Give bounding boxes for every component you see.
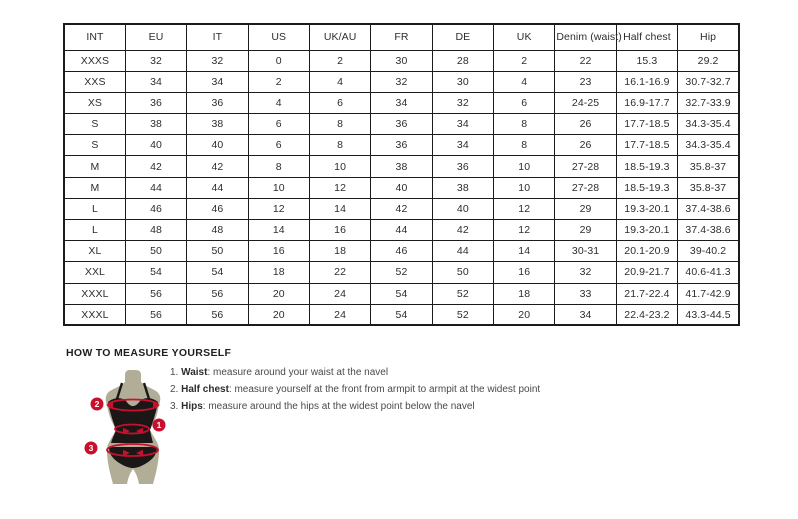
table-row [64, 92, 739, 113]
table-cell: 52 [432, 304, 493, 325]
table-cell: 35.8-37 [678, 177, 739, 198]
table-cell: L [64, 220, 125, 241]
table-cell: 54 [371, 283, 432, 304]
table-cell: 22.4-23.2 [616, 304, 677, 325]
table-cell: 12 [494, 220, 555, 241]
table-cell: 34 [432, 135, 493, 156]
table-cell: 36 [187, 92, 248, 113]
table-cell: 56 [187, 283, 248, 304]
table-cell: 20 [248, 304, 309, 325]
table-cell: 38 [125, 114, 186, 135]
table-cell: 14 [494, 241, 555, 262]
table-cell: 20.1-20.9 [616, 241, 677, 262]
table-cell: 36 [371, 114, 432, 135]
table-cell: 46 [371, 241, 432, 262]
table-cell: 6 [494, 92, 555, 113]
measure-heading: HOW TO MEASURE YOURSELF [66, 347, 232, 359]
column-header: EU [125, 24, 186, 50]
size-table-body [64, 50, 739, 325]
table-cell: 28 [432, 50, 493, 71]
step-text: : measure around the hips at the widest point below the navel [202, 401, 475, 412]
table-cell: 8 [309, 114, 370, 135]
table-cell: 18 [494, 283, 555, 304]
table-cell: 40 [125, 135, 186, 156]
measure-step [170, 367, 540, 378]
table-cell: 32.7-33.9 [678, 92, 739, 113]
step-label: Hips [181, 401, 203, 412]
table-cell: 8 [248, 156, 309, 177]
table-cell: 10 [309, 156, 370, 177]
table-cell: 4 [248, 92, 309, 113]
table-cell: 30.7-32.7 [678, 71, 739, 92]
table-cell: 56 [187, 304, 248, 325]
table-cell: 32 [187, 50, 248, 71]
table-cell: 12 [309, 177, 370, 198]
table-cell: 24 [309, 304, 370, 325]
table-cell: 24-25 [555, 92, 616, 113]
step-label: Waist [181, 367, 208, 378]
waist-badge [153, 419, 166, 432]
column-header: Denim (waist) [555, 24, 616, 50]
table-cell: 40 [432, 198, 493, 219]
table-cell: 54 [371, 304, 432, 325]
table-row [64, 241, 739, 262]
table-cell: 16 [494, 262, 555, 283]
table-cell: 34 [432, 114, 493, 135]
table-cell: 21.7-22.4 [616, 283, 677, 304]
table-cell: 6 [248, 114, 309, 135]
table-row [64, 262, 739, 283]
table-cell: 20 [248, 283, 309, 304]
table-cell: 38 [432, 177, 493, 198]
column-header: UK [494, 24, 555, 50]
table-cell: 29 [555, 198, 616, 219]
table-cell: 22 [555, 50, 616, 71]
table-cell: 16.1-16.9 [616, 71, 677, 92]
table-cell: 40.6-41.3 [678, 262, 739, 283]
table-cell: 56 [125, 283, 186, 304]
table-cell: 42 [432, 220, 493, 241]
table-cell: 34 [371, 92, 432, 113]
table-cell: 17.7-18.5 [616, 114, 677, 135]
table-cell: 32 [555, 262, 616, 283]
table-cell: 10 [494, 156, 555, 177]
step-text: : measure around your waist at the navel [207, 367, 389, 378]
table-cell: 8 [494, 135, 555, 156]
table-cell: 17.7-18.5 [616, 135, 677, 156]
table-cell: 50 [125, 241, 186, 262]
table-cell: 52 [432, 283, 493, 304]
table-cell: 37.4-38.6 [678, 220, 739, 241]
column-header: Hip [678, 24, 739, 50]
chest-badge [91, 398, 104, 411]
table-cell: 19.3-20.1 [616, 198, 677, 219]
table-cell: 44 [187, 177, 248, 198]
table-cell: 16 [309, 220, 370, 241]
table-row [64, 177, 739, 198]
table-cell: 2 [309, 50, 370, 71]
table-cell: 44 [371, 220, 432, 241]
table-row [64, 135, 739, 156]
table-cell: 4 [309, 71, 370, 92]
table-cell: 34 [187, 71, 248, 92]
table-cell: 40 [187, 135, 248, 156]
table-cell: 32 [432, 92, 493, 113]
table-cell: 30 [371, 50, 432, 71]
step-label: Half chest [181, 384, 229, 395]
table-cell: 36 [371, 135, 432, 156]
table-cell: 12 [248, 198, 309, 219]
table-cell: 39-40.2 [678, 241, 739, 262]
size-table-head [64, 24, 739, 50]
table-cell: 19.3-20.1 [616, 220, 677, 241]
table-cell: 34 [125, 71, 186, 92]
hips-badge-number: 3 [88, 443, 94, 453]
table-cell: 26 [555, 114, 616, 135]
column-header: INT [64, 24, 125, 50]
table-cell: 16.9-17.7 [616, 92, 677, 113]
column-header: UK/AU [309, 24, 370, 50]
table-cell: 50 [432, 262, 493, 283]
step-number: 3. [170, 401, 182, 412]
table-cell: 23 [555, 71, 616, 92]
table-cell: 10 [248, 177, 309, 198]
chest-badge-number: 2 [94, 399, 100, 409]
table-cell: S [64, 114, 125, 135]
table-cell: 20.9-21.7 [616, 262, 677, 283]
table-cell: XXXL [64, 283, 125, 304]
measure-step [170, 384, 540, 395]
table-cell: 30-31 [555, 241, 616, 262]
table-cell: 33 [555, 283, 616, 304]
table-cell: 18.5-19.3 [616, 156, 677, 177]
table-cell: 56 [125, 304, 186, 325]
column-header: Half chest [616, 24, 677, 50]
table-cell: 15.3 [616, 50, 677, 71]
table-cell: 35.8-37 [678, 156, 739, 177]
table-row [64, 156, 739, 177]
step-number: 1. [170, 367, 182, 378]
measure-steps [170, 367, 540, 418]
table-cell: XXXS [64, 50, 125, 71]
table-cell: 27-28 [555, 177, 616, 198]
table-cell: 41.7-42.9 [678, 283, 739, 304]
table-cell: 29 [555, 220, 616, 241]
table-cell: 34.3-35.4 [678, 114, 739, 135]
table-cell: 50 [187, 241, 248, 262]
table-cell: 32 [125, 50, 186, 71]
column-header: US [248, 24, 309, 50]
table-cell: S [64, 135, 125, 156]
table-cell: XXXL [64, 304, 125, 325]
table-cell: 16 [248, 241, 309, 262]
table-cell: 20 [494, 304, 555, 325]
table-cell: XXL [64, 262, 125, 283]
table-cell: 44 [432, 241, 493, 262]
table-row [64, 304, 739, 325]
column-header: IT [187, 24, 248, 50]
hips-badge [85, 442, 98, 455]
table-cell: 43.3-44.5 [678, 304, 739, 325]
table-cell: 40 [371, 177, 432, 198]
table-cell: 12 [494, 198, 555, 219]
table-cell: 36 [432, 156, 493, 177]
table-cell: 24 [309, 283, 370, 304]
table-cell: 46 [125, 198, 186, 219]
table-row [64, 198, 739, 219]
table-cell: 38 [371, 156, 432, 177]
table-cell: 42 [125, 156, 186, 177]
table-cell: M [64, 156, 125, 177]
table-cell: 48 [187, 220, 248, 241]
table-row [64, 71, 739, 92]
table-cell: 14 [248, 220, 309, 241]
table-cell: M [64, 177, 125, 198]
table-cell: 46 [187, 198, 248, 219]
table-cell: 54 [187, 262, 248, 283]
table-cell: 0 [248, 50, 309, 71]
table-cell: 34.3-35.4 [678, 135, 739, 156]
table-cell: 8 [494, 114, 555, 135]
table-cell: 14 [309, 198, 370, 219]
table-cell: 18 [248, 262, 309, 283]
table-cell: 10 [494, 177, 555, 198]
size-table [63, 23, 740, 326]
step-number: 2. [170, 384, 182, 395]
column-header: FR [371, 24, 432, 50]
measure-step [170, 401, 540, 412]
table-cell: 27-28 [555, 156, 616, 177]
table-cell: 48 [125, 220, 186, 241]
table-cell: 8 [309, 135, 370, 156]
table-cell: 34 [555, 304, 616, 325]
table-cell: L [64, 198, 125, 219]
table-row [64, 220, 739, 241]
column-header: DE [432, 24, 493, 50]
table-cell: 36 [125, 92, 186, 113]
table-cell: 6 [309, 92, 370, 113]
table-cell: 38 [187, 114, 248, 135]
table-cell: 54 [125, 262, 186, 283]
table-cell: 4 [494, 71, 555, 92]
table-cell: 37.4-38.6 [678, 198, 739, 219]
table-cell: 42 [187, 156, 248, 177]
table-cell: XS [64, 92, 125, 113]
table-cell: 22 [309, 262, 370, 283]
table-cell: 26 [555, 135, 616, 156]
table-row [64, 50, 739, 71]
table-cell: 32 [371, 71, 432, 92]
table-row [64, 114, 739, 135]
table-cell: 6 [248, 135, 309, 156]
table-cell: 2 [494, 50, 555, 71]
table-cell: 30 [432, 71, 493, 92]
table-row [64, 283, 739, 304]
table-cell: 29.2 [678, 50, 739, 71]
header-row [64, 24, 739, 50]
table-cell: 52 [371, 262, 432, 283]
table-cell: 18 [309, 241, 370, 262]
waist-badge-number: 1 [156, 420, 162, 430]
table-cell: 2 [248, 71, 309, 92]
table-cell: 18.5-19.3 [616, 177, 677, 198]
step-text: : measure yourself at the front from armpit to armpit at the widest point [228, 384, 541, 395]
table-cell: XL [64, 241, 125, 262]
table-cell: 42 [371, 198, 432, 219]
table-cell: 44 [125, 177, 186, 198]
table-cell: XXS [64, 71, 125, 92]
